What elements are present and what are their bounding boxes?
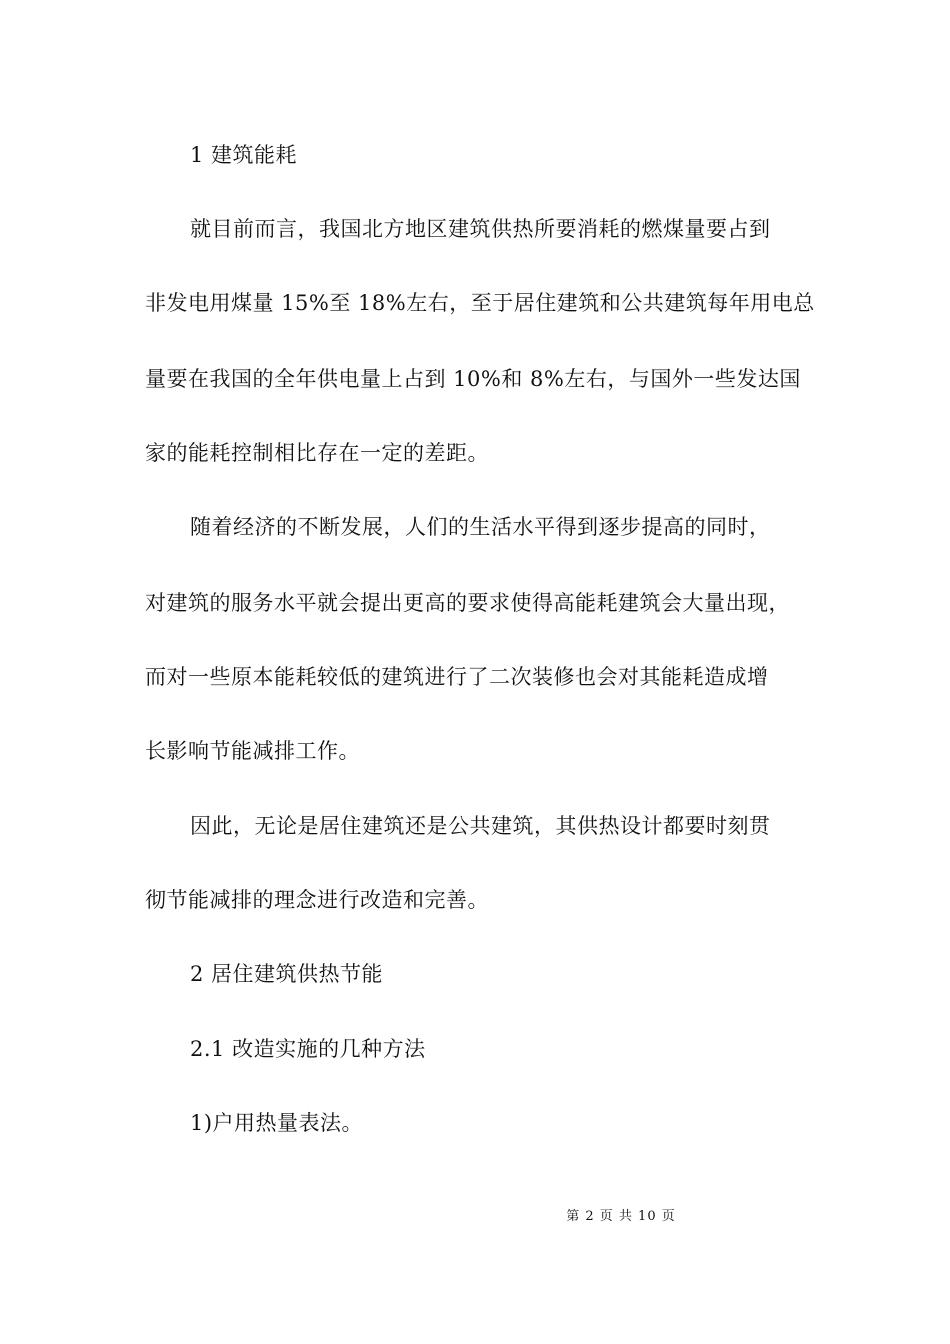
paragraph-2-line-2: 对建筑的服务水平就会提出更高的要求使得高能耗建筑会大量出现， — [145, 591, 790, 615]
paragraph-1-line-1: 就目前而言，我国北方地区建筑供热所要消耗的燃煤量要占到 — [190, 217, 771, 241]
paragraph-2-line-4: 长影响节能减排工作。 — [145, 739, 360, 763]
paragraph-1-line-3: 量要在我国的全年供电量上占到 10%和 8%左右，与国外一些发达国 — [145, 367, 801, 391]
subsection-heading-2-1: 2.1 改造实施的几种方法 — [190, 1037, 426, 1061]
paragraph-2-line-3: 而对一些原本能耗较低的建筑进行了二次装修也会对其能耗造成增 — [145, 665, 769, 689]
page-number: 第 2 页 共 10 页 — [566, 1209, 676, 1224]
page-footer — [0, 1208, 950, 1226]
paragraph-3-line-1: 因此，无论是居住建筑还是公共建筑，其供热设计都要时刻贯 — [190, 814, 771, 838]
section-heading-2: 2 居住建筑供热节能 — [190, 962, 384, 986]
paragraph-1-line-2: 非发电用煤量 15%至 18%左右，至于居住建筑和公共建筑每年用电总 — [145, 291, 815, 315]
paragraph-1-line-4: 家的能耗控制相比存在一定的差距。 — [145, 441, 489, 465]
paragraph-2-line-1: 随着经济的不断发展，人们的生活水平得到逐步提高的同时， — [190, 515, 771, 539]
list-item-1: 1)户用热量表法。 — [190, 1111, 364, 1135]
paragraph-3-line-2: 彻节能减排的理念进行改造和完善。 — [145, 888, 489, 912]
section-heading-1: 1 建筑能耗 — [190, 143, 298, 167]
